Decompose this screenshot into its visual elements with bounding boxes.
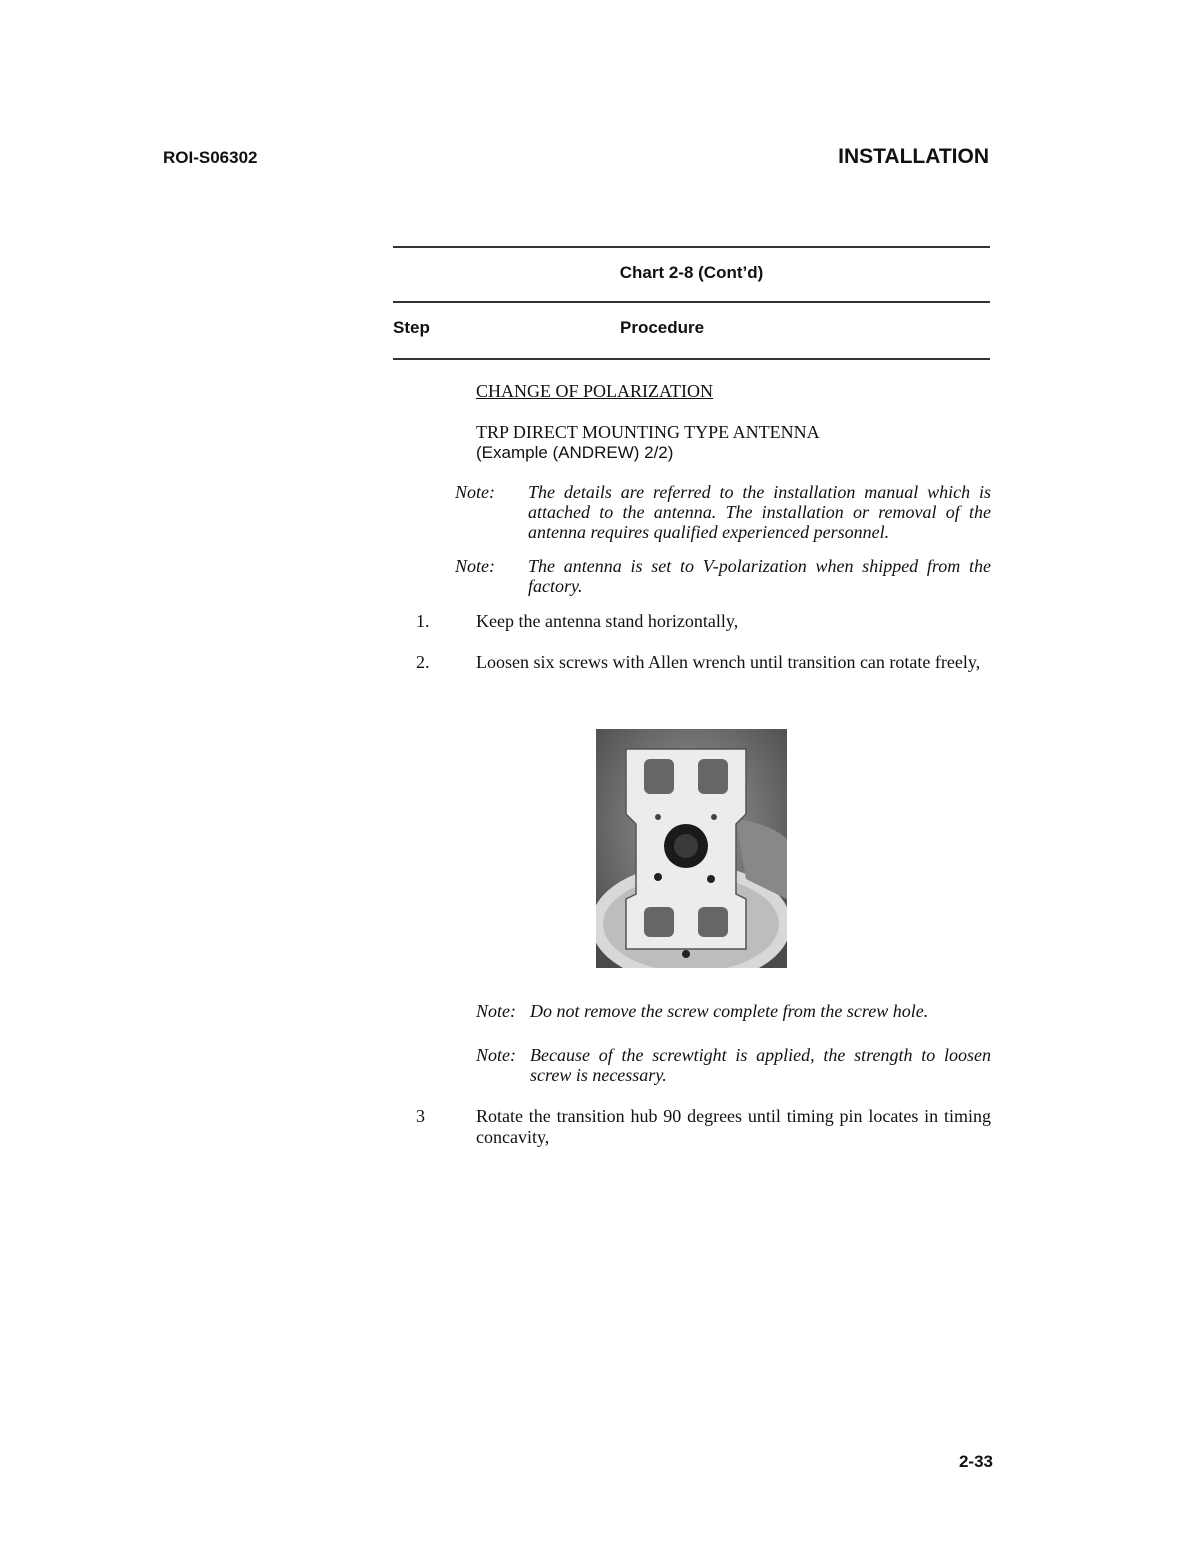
step-number: 2. bbox=[416, 652, 430, 672]
note-label: Note: bbox=[455, 556, 495, 576]
note-text: The details are referred to the installation manual which is attached to the antenna. The installation or removal of the antenna requires qualified experienced personnel. bbox=[528, 482, 991, 542]
procedure-example: (Example (ANDREW) 2/2) bbox=[476, 443, 674, 462]
procedure-heading: CHANGE OF POLARIZATION bbox=[476, 381, 713, 401]
document-id: ROI-S06302 bbox=[163, 148, 258, 167]
note-text: Do not remove the screw complete from the screw hole. bbox=[530, 1001, 929, 1021]
chart-title: Chart 2-8 (Cont’d) bbox=[619, 263, 764, 282]
rule-middle bbox=[393, 301, 990, 303]
antenna-transition-photo bbox=[596, 729, 787, 968]
column-header-step: Step bbox=[393, 318, 430, 337]
procedure-subheading: TRP DIRECT MOUNTING TYPE ANTENNA bbox=[476, 422, 820, 442]
note-label: Note: bbox=[476, 1001, 516, 1021]
note-text: Because of the screwtight is applied, the strength to loosen screw is necessary. bbox=[530, 1045, 991, 1085]
rule-bottom bbox=[393, 358, 990, 360]
step-number: 3 bbox=[416, 1106, 425, 1126]
note-label: Note: bbox=[455, 482, 495, 502]
section-title: INSTALLATION bbox=[838, 145, 989, 168]
page-number: 2-33 bbox=[958, 1452, 993, 1471]
step-text: Loosen six screws with Allen wrench until transition can rotate freely, bbox=[476, 652, 981, 672]
step-text: Rotate the transition hub 90 degrees until timing pin locates in timing concavity, bbox=[476, 1106, 991, 1147]
step-number: 1. bbox=[416, 611, 430, 631]
step-text: Keep the antenna stand horizontally, bbox=[476, 611, 739, 631]
note-text: The antenna is set to V-polarization when shipped from the factory. bbox=[528, 556, 991, 596]
column-header-procedure: Procedure bbox=[620, 318, 705, 337]
note-label: Note: bbox=[476, 1045, 516, 1065]
rule-top bbox=[393, 246, 990, 248]
